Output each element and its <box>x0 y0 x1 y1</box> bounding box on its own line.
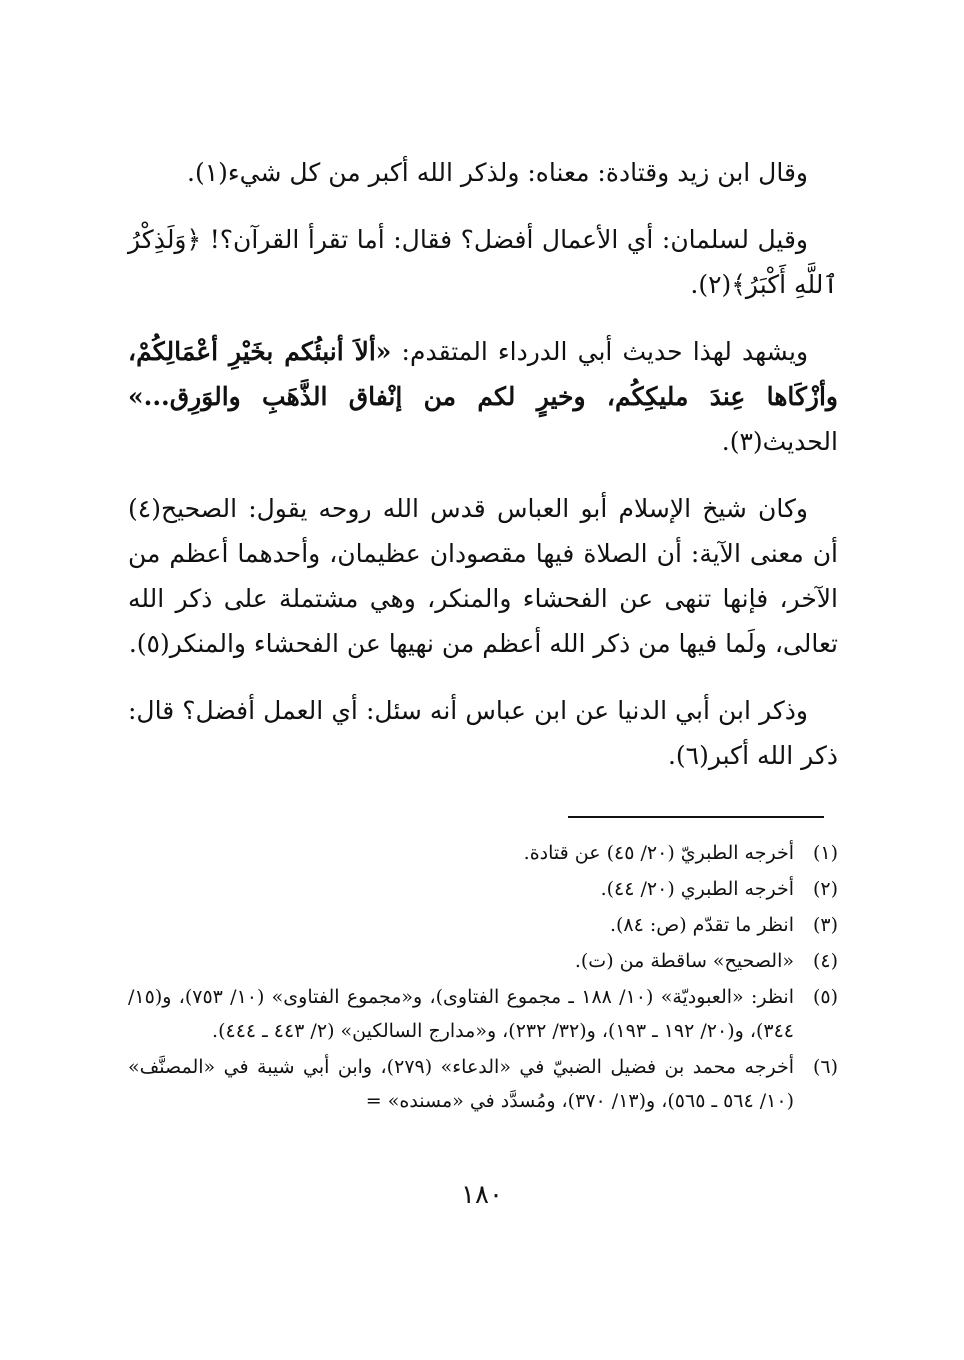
footnote-3 <box>128 908 838 942</box>
paragraph-2: وقيل لسلمان: أي الأعمال أفضل؟ فقال: أما تقرأ القرآن؟! ﴿وَلَذِكْرُ ٱللَّهِ أَكْبَرُ﴾(٢). <box>128 225 838 299</box>
main-text <box>128 150 838 800</box>
footnote-4 <box>128 944 838 978</box>
hadith-quote: «ألاَ أنبئُكم بخَيْرِ أعْمَالِكُمْ، وأزْكَاها عِندَ مليكِكُم، وخيرٍ لكم من إنْفاق الذَّهَبِ والوَرِق...» <box>128 337 838 411</box>
footnote-text: أخرجه الطبريّ (٢٠/ ٤٥) عن قتادة. <box>523 842 794 864</box>
paragraph-3-end: الحديث(٣). <box>721 427 838 456</box>
footnote-number: (٥) <box>812 986 838 1008</box>
footnote-number: (٤) <box>812 950 838 972</box>
footnote-text: «الصحيح» ساقطة من (ت). <box>574 950 794 972</box>
footnote-text: أخرجه محمد بن فضيل الضبيّ في «الدعاء» (٢٧٩)، وابن أبي شيبة في «المصنَّف» (١٠/ ٥٦٤ ـ ٥٦٥)، و(١٣/ ٣٧٠)، ومُسدَّد في «مسنده» = <box>128 1056 794 1112</box>
footnote-text: انظر ما تقدّم (ص: ٨٤). <box>609 914 794 936</box>
footnote-separator <box>568 816 824 818</box>
paragraph-5: وذكر ابن أبي الدنيا عن ابن عباس أنه سئل: أي العمل أفضل؟ قال: ذكر الله أكبر(٦). <box>128 696 838 770</box>
footnote-1 <box>128 836 838 870</box>
paragraph-3-intro: ويشهد لهذا حديث أبي الدرداء المتقدم: <box>391 337 809 366</box>
footnote-number: (٢) <box>812 878 838 900</box>
footnote-text: انظر: «العبوديّة» (١٠/ ١٨٨ ـ مجموع الفتاوى)، و«مجموع الفتاوى» (١٠/ ٧٥٣)، و(١٥/ ٣٤٤)، و(٢٠/ ١٩٢ ـ ١٩٣)، و(٣٢/ ٢٣٢)، و«مدارج السالكين» (٢/ ٤٤٣ ـ ٤٤٤). <box>128 986 794 1042</box>
page-number: ١٨٠ <box>461 1180 503 1210</box>
paragraph-3 <box>128 329 838 464</box>
paragraph-1: وقال ابن زيد وقتادة: معناه: ولذكر الله أكبر من كل شيء(١). <box>187 158 808 187</box>
footnote-number: (٣) <box>812 914 838 936</box>
footnote-number: (١) <box>812 842 838 864</box>
footnote-5 <box>128 980 838 1048</box>
footnotes <box>128 836 838 1120</box>
footnote-text: أخرجه الطبري (٢٠/ ٤٤). <box>600 878 794 900</box>
footnote-2 <box>128 872 838 906</box>
footnote-6 <box>128 1050 838 1118</box>
paragraph-4: وكان شيخ الإسلام أبو العباس قدس الله روحه يقول: الصحيح(٤) أن معنى الآية: أن الصلاة فيها مقصودان عظيمان، وأحدهما أعظم من الآخر، فإنها تنهى عن الفحشاء والمنكر، وهي مشتملة على ذكر الله تعالى، ولَما فيها من ذكر الله أعظم من نهيها عن الفحشاء والمنكر(٥). <box>128 494 838 658</box>
footnote-number: (٦) <box>812 1056 838 1078</box>
